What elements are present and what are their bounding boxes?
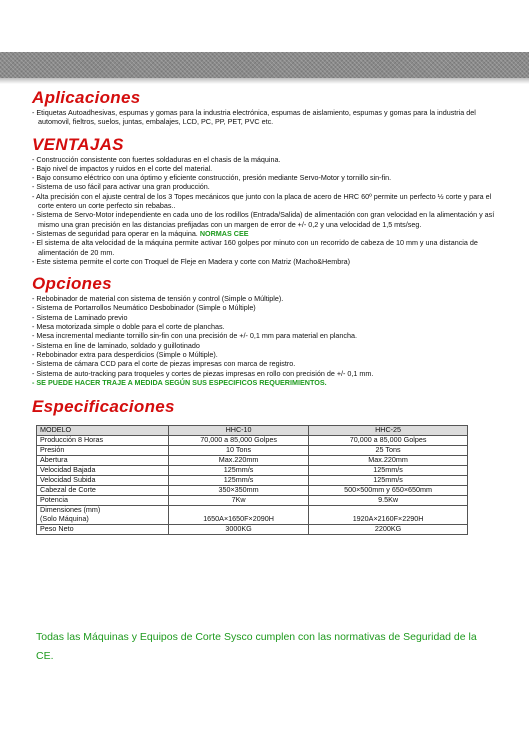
table-row: [37, 476, 468, 486]
list-item: - Sistema de Laminado previo: [32, 313, 504, 322]
row-label: Cabezal de Corte: [37, 486, 169, 496]
aplicaciones-list: [32, 108, 504, 127]
cell-hhc25: 125mm/s: [309, 476, 468, 486]
row-label-dimensiones: [37, 506, 169, 525]
section-especificaciones: [32, 397, 504, 535]
row-label: Velocidad Bajada: [37, 466, 169, 476]
custom-bold: TRAJE A MEDIDA: [102, 377, 163, 387]
normas-cee-highlight: NORMAS CEE: [199, 228, 249, 238]
list-item: - Sistema de auto-tracking para troqueles y cortes de piezas impresas en rollo con precisión de +/- 0,1 mm.: [32, 369, 504, 378]
table-row: [37, 466, 468, 476]
row-label: Peso Neto: [37, 524, 169, 534]
custom-suffix: SEGÚN SUS ESPECIFICOS REQUERIMIENTOS.: [162, 377, 327, 387]
list-item: - Etiquetas Autoadhesivas, espumas y gomas para la industria electrónica, espumas de aislamiento, espumas y gomas para la industria del automovil, fieltros, suelos, juntas, embalajes, LCD, PC, PP, PET, PVC etc.: [32, 108, 504, 127]
cell-hhc10: 3000KG: [169, 524, 309, 534]
section-title-aplicaciones: Aplicaciones: [32, 88, 141, 107]
opciones-list: [32, 294, 504, 387]
list-item: - Rebobinador extra para desperdicios (Simple o Múltiple).: [32, 350, 504, 359]
section-ventajas: [32, 135, 504, 267]
column-header-hhc25: HHC-25: [309, 426, 468, 436]
cell-hhc25: 500×500mm y 650×650mm: [309, 486, 468, 496]
row-label-line2: (Solo Máquina): [40, 513, 89, 523]
section-title-opciones: Opciones: [32, 274, 112, 294]
compliance-note: Todas las Máquinas y Equipos de Corte Sysco cumplen con las normativas de Seguridad de la CE.: [36, 631, 477, 662]
custom-prefix: SE PUEDE HACER: [36, 377, 103, 387]
list-item: - Sistema de cámara CCD para el corte de piezas impresas con marca de registro.: [32, 359, 504, 368]
cell-hhc10: 70,000 a 85,000 Golpes: [169, 436, 309, 446]
cell-hhc10: 350×350mm: [169, 486, 309, 496]
cell-hhc10: 125mm/s: [169, 466, 309, 476]
list-item: - Rebobinador de material con sistema de tensión y control (Simple o Múltiple).: [32, 294, 504, 303]
section-title-especificaciones: Especificaciones: [32, 397, 175, 417]
header-banner: [0, 52, 529, 78]
row-label: Velocidad Subida: [37, 476, 169, 486]
list-item: - Mesa motorizada simple o doble para el corte de planchas.: [32, 322, 504, 331]
cell-hhc25: 9.5Kw: [309, 496, 468, 506]
cell-hhc10: 7Kw: [169, 496, 309, 506]
ventajas-list: [32, 155, 504, 267]
section-opciones: [32, 274, 504, 387]
row-label: Producción 8 Horas: [37, 436, 169, 446]
list-item: - Alta precisión con el ajuste central de los 3 Topes mecánicos que junto con la placa de acero de HRC 60º permite un perfecto ½ corte y para el corte entero un corte perfecto sin rebabas..: [32, 192, 504, 211]
table-row: [37, 446, 468, 456]
list-item: - Mesa incremental mediante tornillo sin-fin con una precisión de +/- 0,1 mm para material en plancha.: [32, 331, 504, 340]
list-item: - Sistema de Portarrollos Neumático Desbobinador (Simple o Múltiple): [32, 303, 504, 312]
cell-hhc10: 125mm/s: [169, 476, 309, 486]
table-row: [37, 496, 468, 506]
cell-hhc25: Max.220mm: [309, 456, 468, 466]
list-item: - Sistema de uso fácil para activar una gran producción.: [32, 182, 504, 191]
section-aplicaciones: [32, 88, 504, 127]
table-header-row: [37, 426, 468, 436]
list-item-normas: [32, 229, 504, 238]
cell-hhc10: Max.220mm: [169, 456, 309, 466]
list-item: - Sistema en line de laminado, soldado y guillotinado: [32, 341, 504, 350]
list-item: - Bajo consumo eléctrico con una óptimo y eficiente construcción, presión mediante Servo-Motor y tornillo sin-fin.: [32, 173, 504, 182]
table-row: [37, 436, 468, 446]
document-body: [32, 88, 504, 535]
header-banner-fade: [0, 78, 529, 84]
row-label: Abertura: [37, 456, 169, 466]
list-item: - Sistema de Servo-Motor independiente en cada uno de los rodillos (Entrada/Salida) de alimentación con gran velocidad en la alimentación y así mismo una gran precisión en las distancias prefijadas con un margen de error de +/- 0,2 y una velocidad de 1,5 mts/seg.: [32, 210, 504, 229]
specs-table: [36, 425, 468, 535]
row-label: Presión: [37, 446, 169, 456]
list-item: - Bajo nivel de impactos y ruidos en el corte del material.: [32, 164, 504, 173]
table-row: [37, 456, 468, 466]
row-label: Potencia: [37, 496, 169, 506]
row-label-line1: Dimensiones (mm): [40, 505, 101, 515]
cell-hhc25: 125mm/s: [309, 466, 468, 476]
column-header-modelo: MODELO: [37, 426, 169, 436]
table-row: [37, 524, 468, 534]
table-row: [37, 486, 468, 496]
cell-hhc25: 70,000 a 85,000 Golpes: [309, 436, 468, 446]
cell-hhc10: 1650A×1650F×2090H: [169, 506, 309, 525]
cell-hhc25: 2200KG: [309, 524, 468, 534]
cell-hhc25: 25 Tons: [309, 446, 468, 456]
normas-text: Sistemas de seguridad para operar en la máquina.: [36, 228, 200, 238]
section-title-ventajas: VENTAJAS: [32, 134, 124, 154]
list-item: - El sistema de alta velocidad de la máquina permite activar 160 golpes por minuto con un recorrido de cabeza de 10 mm y una distancia de alimentación de 20 mm.: [32, 238, 504, 257]
cell-hhc10: 10 Tons: [169, 446, 309, 456]
table-row: [37, 506, 468, 525]
list-item: - Construcción consistente con fuertes soldaduras en el chasis de la máquina.: [32, 155, 504, 164]
column-header-hhc10: HHC-10: [169, 426, 309, 436]
list-item: - Este sistema permite el corte con Troquel de Fleje en Madera y corte con Matriz (Macho&Hembra): [32, 257, 504, 266]
list-item-custom: [32, 378, 504, 387]
cell-hhc25: 1920A×2160F×2290H: [309, 506, 468, 525]
